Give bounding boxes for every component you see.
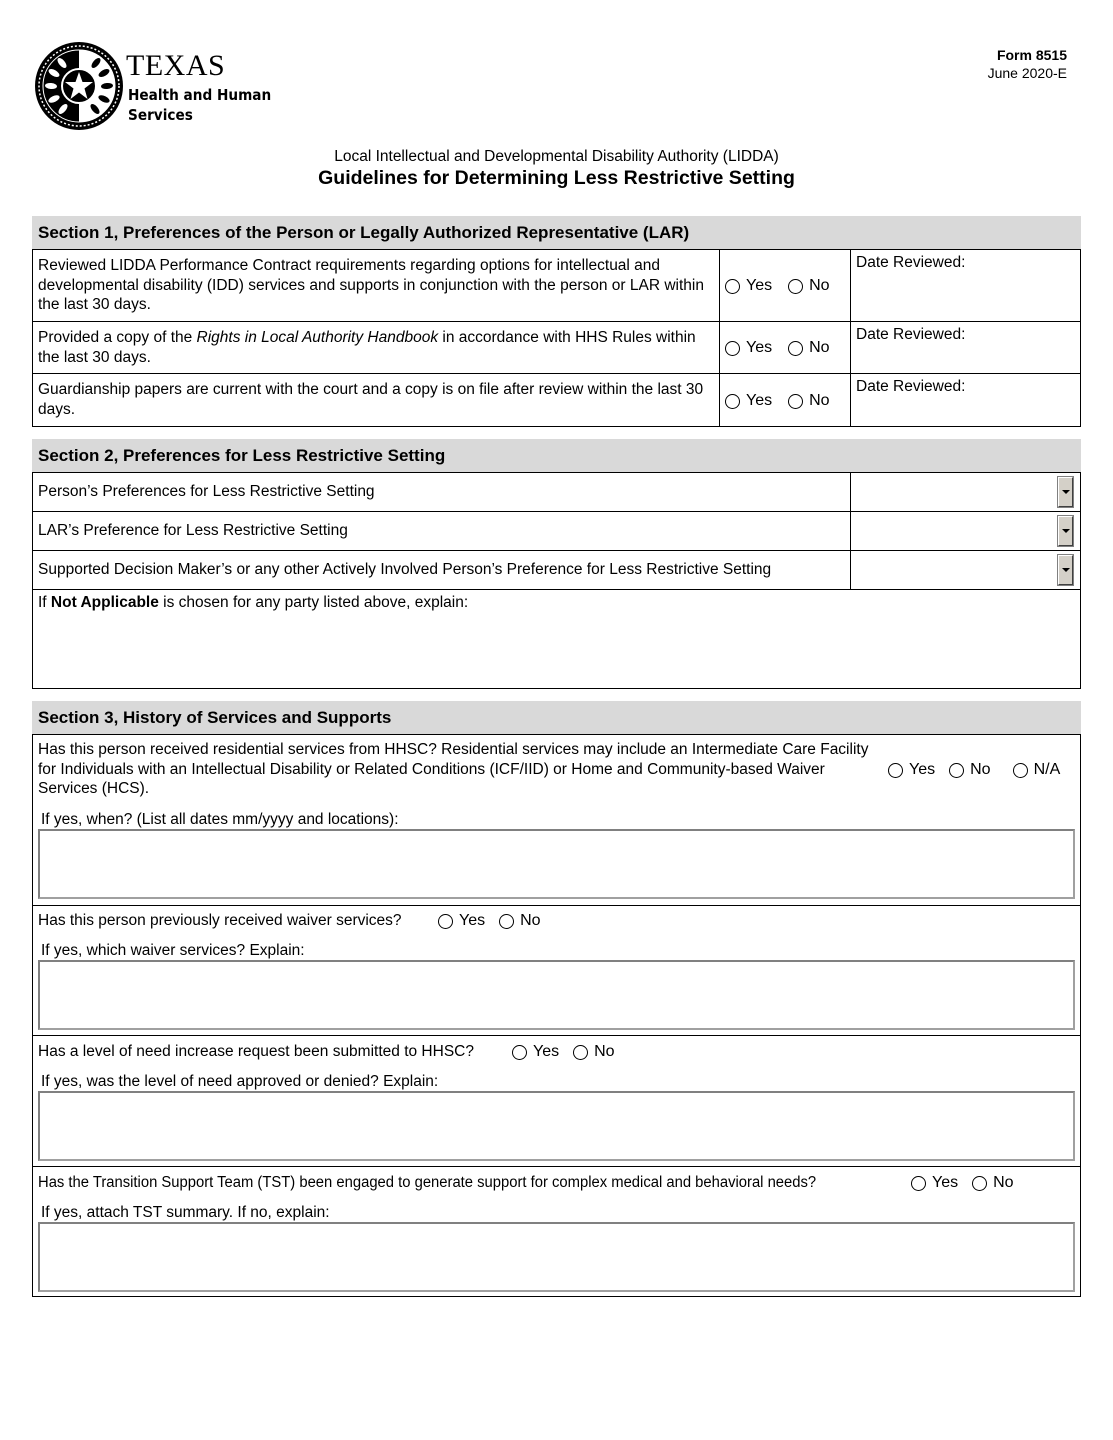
radio-label: Yes [746, 339, 773, 356]
row-divider [33, 1166, 1080, 1167]
residential-dates-textarea[interactable] [38, 829, 1075, 899]
date-reviewed-field[interactable] [856, 325, 1076, 371]
yes-radio[interactable] [888, 761, 935, 779]
radio-label: No [970, 761, 991, 778]
page-subtitle: Local Intellectual and Developmental Disability Authority (LIDDA) [334, 148, 779, 165]
radio-circle-icon [512, 1045, 527, 1060]
row-divider [33, 589, 1080, 590]
radio-circle-icon [725, 394, 740, 409]
radio-circle-icon [725, 279, 740, 294]
no-radio[interactable] [788, 277, 829, 295]
section-1-row-2-radios [725, 339, 846, 357]
radio-label: Yes [533, 1043, 560, 1060]
section-1-row-3-text: Guardianship papers are current with the court and a copy is on file after review within the last 30 days. [38, 381, 704, 418]
date-reviewed-label: Date Reviewed: [856, 378, 966, 395]
waiver-services-question: Has this person previously received waiver services? [38, 912, 402, 929]
column-divider [850, 473, 851, 590]
tst-followup-label: If yes, attach TST summary. If no, explain: [41, 1204, 330, 1221]
residential-services-question: Has this person received residential services from HHSC? Residential services may include an Intermediate Care Facility for Individuals with an Intellectual Disability or Related Conditions (ICF/IID) or Home and Community-based Waiver Services (HCS). [38, 741, 869, 797]
column-divider [719, 250, 720, 426]
section-1-heading: Section 1, Preferences of the Person or Legally Authorized Representative (LAR) [32, 216, 1081, 249]
date-reviewed-label: Date Reviewed: [856, 254, 966, 271]
waiver-services-question-row [38, 911, 402, 931]
person-preference-dropdown[interactable] [852, 473, 1079, 510]
row-divider [33, 905, 1080, 906]
sdm-preference-label: Supported Decision Maker’s or any other Actively Involved Person’s Preference for Less Restrictive Setting [38, 561, 772, 578]
radio-circle-icon [1013, 763, 1028, 778]
chevron-down-icon [1062, 490, 1070, 494]
level-of-need-radios [512, 1043, 631, 1061]
radio-label: No [594, 1043, 615, 1060]
logo-texas-text: TEXAS [126, 49, 226, 82]
section-2-heading: Section 2, Preferences for Less Restrictive Setting [32, 439, 1081, 472]
tst-explain-textarea[interactable] [38, 1222, 1075, 1292]
person-preference-label: Person’s Preferences for Less Restrictive Setting [38, 483, 375, 500]
text-part: is chosen for any party listed above, explain: [158, 594, 469, 611]
radio-circle-icon [888, 763, 903, 778]
section-3-heading: Section 3, History of Services and Supports [32, 701, 1081, 734]
row-divider [33, 373, 1080, 374]
waiver-followup-label: If yes, which waiver services? Explain: [41, 942, 305, 959]
no-radio[interactable] [949, 761, 990, 779]
radio-label: N/A [1033, 761, 1061, 778]
level-of-need-textarea[interactable] [38, 1091, 1075, 1161]
no-radio[interactable] [972, 1174, 1013, 1192]
page-title: Guidelines for Determining Less Restrictive Setting [318, 167, 795, 189]
not-applicable-emphasis: Not Applicable [50, 594, 159, 611]
radio-circle-icon [972, 1176, 987, 1191]
chevron-down-icon [1062, 568, 1070, 572]
no-radio[interactable] [788, 392, 829, 410]
radio-label: Yes [746, 392, 773, 409]
radio-label: Yes [909, 761, 936, 778]
radio-circle-icon [949, 763, 964, 778]
waiver-services-textarea[interactable] [38, 960, 1075, 1030]
yes-radio[interactable] [725, 392, 772, 410]
residential-followup-label: If yes, when? (List all dates mm/yyyy and locations): [41, 811, 399, 828]
radio-circle-icon [788, 394, 803, 409]
yes-radio[interactable] [438, 912, 485, 930]
text-part: Provided a copy of the [38, 329, 197, 346]
no-radio[interactable] [499, 912, 540, 930]
level-of-need-question-row [38, 1042, 474, 1062]
tst-question-row [38, 1173, 853, 1193]
section-3-table [32, 734, 1081, 1297]
waiver-services-radios [438, 912, 557, 930]
chevron-down-icon [1062, 529, 1070, 533]
section-1-table [32, 249, 1081, 427]
section-1-row-1-text: Reviewed LIDDA Performance Contract requirements regarding options for intellectual and developmental disability (IDD) services and supports in conjunction with the person or LAR within the last 30 days. [38, 257, 704, 313]
radio-circle-icon [911, 1176, 926, 1191]
dropdown-arrow-button[interactable] [1058, 555, 1073, 585]
date-reviewed-label: Date Reviewed: [856, 326, 966, 343]
radio-label: No [520, 912, 541, 929]
radio-label: No [809, 392, 830, 409]
no-radio[interactable] [788, 339, 829, 357]
residential-services-radios [888, 761, 1060, 779]
no-radio[interactable] [573, 1043, 614, 1061]
radio-circle-icon [788, 341, 803, 356]
yes-radio[interactable] [911, 1174, 958, 1192]
section-2-table [32, 472, 1081, 689]
radio-circle-icon [788, 279, 803, 294]
form-number: Form 8515 [996, 47, 1067, 63]
section-1-row-3-radios [725, 392, 846, 410]
radio-circle-icon [725, 341, 740, 356]
radio-label: No [809, 339, 830, 356]
tst-question: Has the Transition Support Team (TST) been engaged to generate support for complex medical and behavioral needs? [38, 1174, 817, 1191]
logo-line-3: Services [128, 106, 193, 124]
level-of-need-followup-label: If yes, was the level of need approved or denied? Explain: [41, 1073, 439, 1090]
dropdown-arrow-button[interactable] [1058, 477, 1073, 507]
yes-radio[interactable] [725, 339, 772, 357]
form-identifier [988, 46, 1067, 82]
dropdown-arrow-button[interactable] [1058, 516, 1073, 546]
radio-circle-icon [499, 914, 514, 929]
radio-label: No [809, 277, 830, 294]
section-1-row-1-radios [725, 277, 846, 295]
sdm-preference-dropdown[interactable] [852, 551, 1079, 588]
radio-circle-icon [573, 1045, 588, 1060]
form-date: June 2020-E [987, 65, 1067, 81]
logo-line-2: Health and Human [128, 86, 272, 104]
radio-label: Yes [746, 277, 773, 294]
lar-preference-dropdown[interactable] [852, 512, 1079, 549]
hhs-logo [34, 41, 272, 131]
handbook-title: Rights in Local Authority Handbook [196, 329, 439, 346]
yes-radio[interactable] [512, 1043, 559, 1061]
column-divider [850, 250, 851, 426]
date-reviewed-field[interactable] [856, 253, 1076, 319]
lar-preference-label: LAR’s Preference for Less Restrictive Setting [38, 522, 348, 539]
row-divider [33, 1035, 1080, 1036]
radio-label: Yes [932, 1174, 959, 1191]
not-applicable-explain-field[interactable] [38, 593, 1073, 685]
na-radio[interactable] [1013, 761, 1061, 779]
yes-radio[interactable] [725, 277, 772, 295]
texas-seal-icon [34, 41, 124, 131]
radio-label: Yes [459, 912, 486, 929]
text-part: If [38, 594, 51, 611]
section-1-row-2-text [38, 328, 713, 367]
level-of-need-question: Has a level of need increase request been submitted to HHSC? [38, 1043, 474, 1060]
radio-label: No [993, 1174, 1014, 1191]
logo-agency-text [128, 85, 271, 125]
text-part: in accordance with HHS Rules within the last 30 days. [38, 329, 696, 366]
tst-radios [911, 1174, 1030, 1192]
date-reviewed-field[interactable] [856, 377, 1076, 423]
row-divider [33, 321, 1080, 322]
radio-circle-icon [438, 914, 453, 929]
